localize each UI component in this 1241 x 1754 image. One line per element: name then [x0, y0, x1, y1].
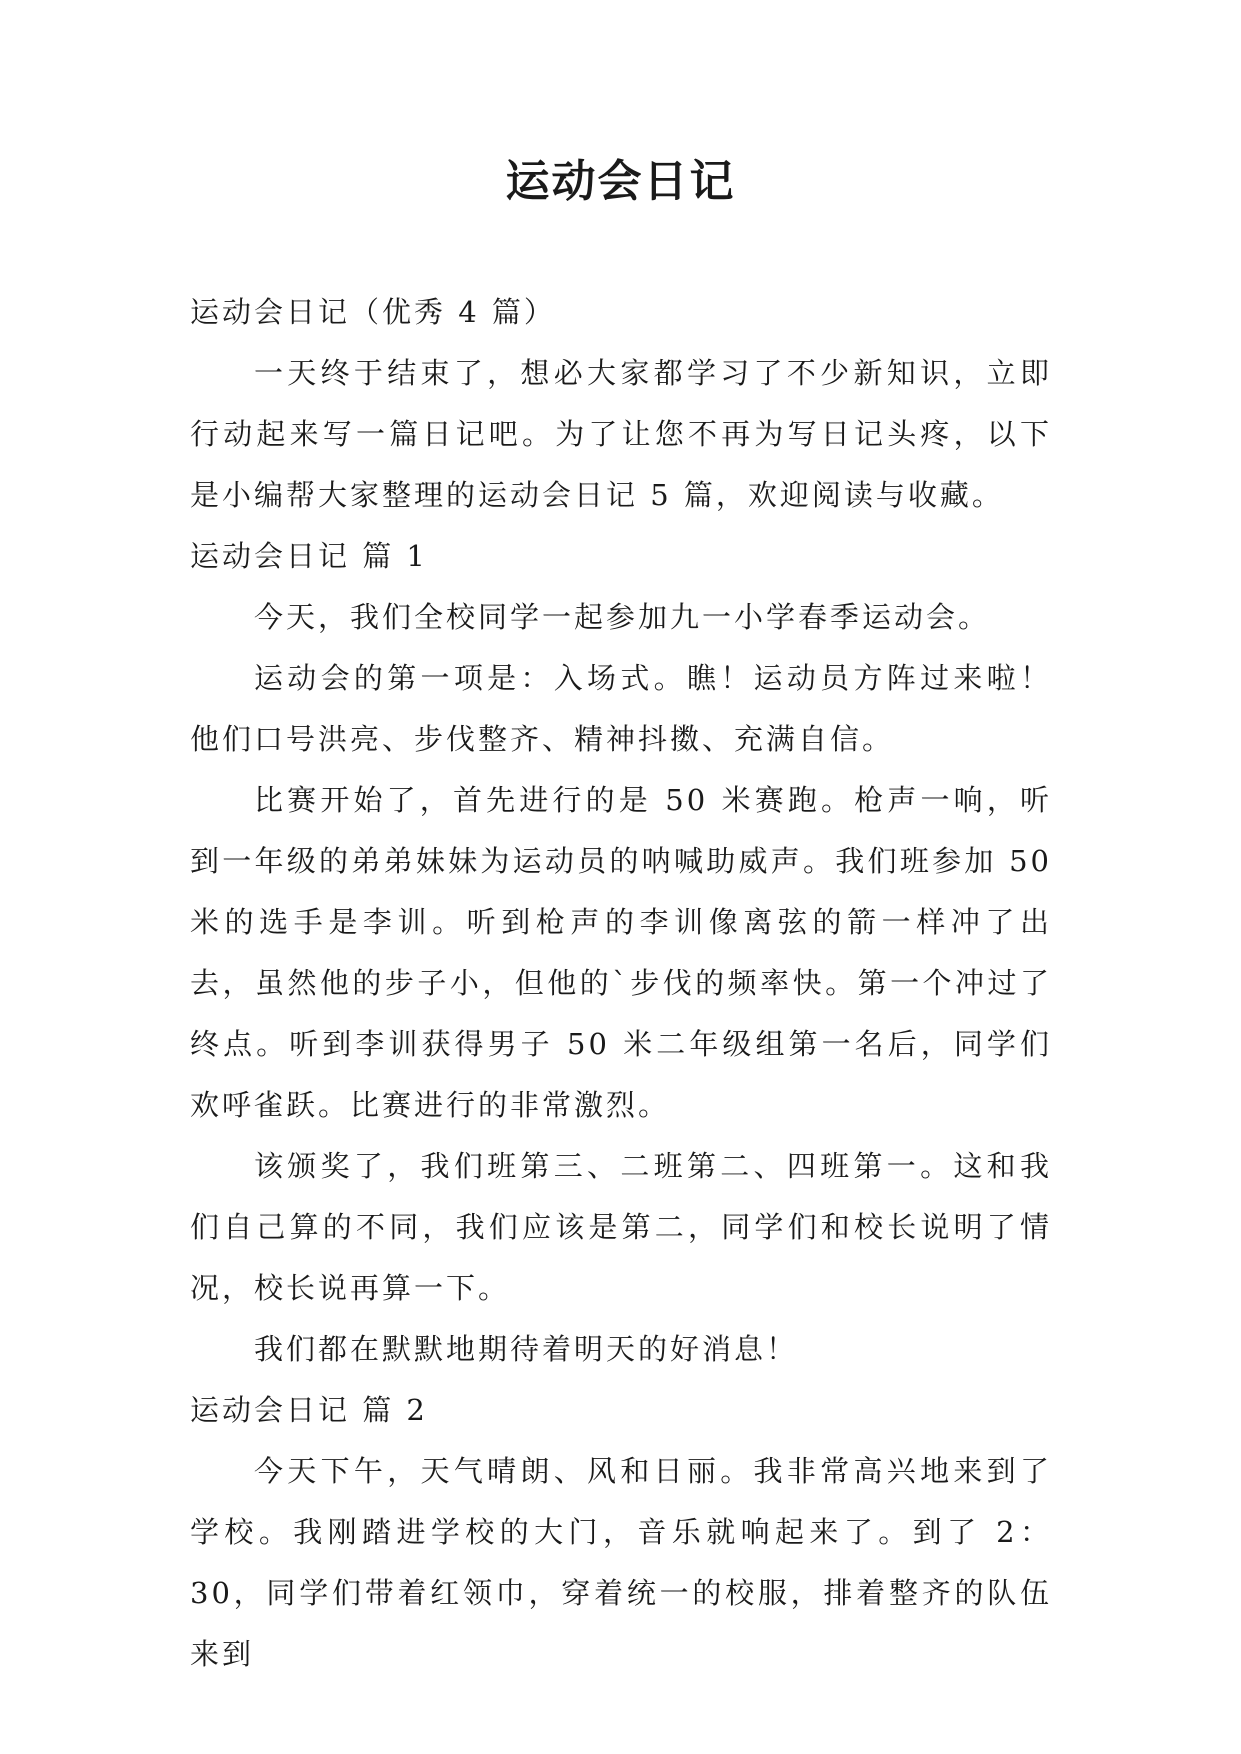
- body-paragraph: 今天下午，天气晴朗、风和日丽。我非常高兴地来到了学校。我刚踏进学校的大门，音乐就响起来了。到了 2：30，同学们带着红领巾，穿着统一的校服，排着整齐的队伍来到: [190, 1454, 1052, 1671]
- subtitle-line: 运动会日记（优秀 4 篇）: [190, 295, 556, 329]
- document-body: [190, 282, 1052, 1685]
- body-paragraph: 该颁奖了，我们班第三、二班第二、四班第一。这和我们自己算的不同，我们应该是第二，同学们和校长说明了情况，校长说再算一下。: [190, 1149, 1052, 1305]
- document-title: 运动会日记: [505, 156, 736, 207]
- body-paragraph: 比赛开始了，首先进行的是 50 米赛跑。枪声一响，听到一年级的弟弟妹妹为运动员的呐喊助威声。我们班参加 50 米的选手是李训。听到枪声的李训像离弦的箭一样冲了出去，虽然他的步子小，但他的`步伐的频率快。第一个冲过了终点。听到李训获得男子 50 米二年级组第一名后，同学们欢呼雀跃。比赛进行的非常激烈。: [190, 783, 1052, 1122]
- body-paragraph: 我们都在默默地期待着明天的好消息！: [254, 1332, 799, 1366]
- intro-paragraph: 一天终于结束了，想必大家都学习了不少新知识，立即行动起来写一篇日记吧。为了让您不再为写日记头疼，以下是小编帮大家整理的运动会日记 5 篇，欢迎阅读与收藏。: [190, 356, 1052, 512]
- body-paragraph: 今天，我们全校同学一起参加九一小学春季运动会。: [254, 600, 991, 634]
- body-paragraph: 运动会的第一项是：入场式。瞧！运动员方阵过来啦！他们口号洪亮、步伐整齐、精神抖擞、充满自信。: [190, 661, 1052, 756]
- section-heading-2: 运动会日记 篇 2: [190, 1393, 428, 1427]
- section-heading-1: 运动会日记 篇 1: [190, 539, 428, 573]
